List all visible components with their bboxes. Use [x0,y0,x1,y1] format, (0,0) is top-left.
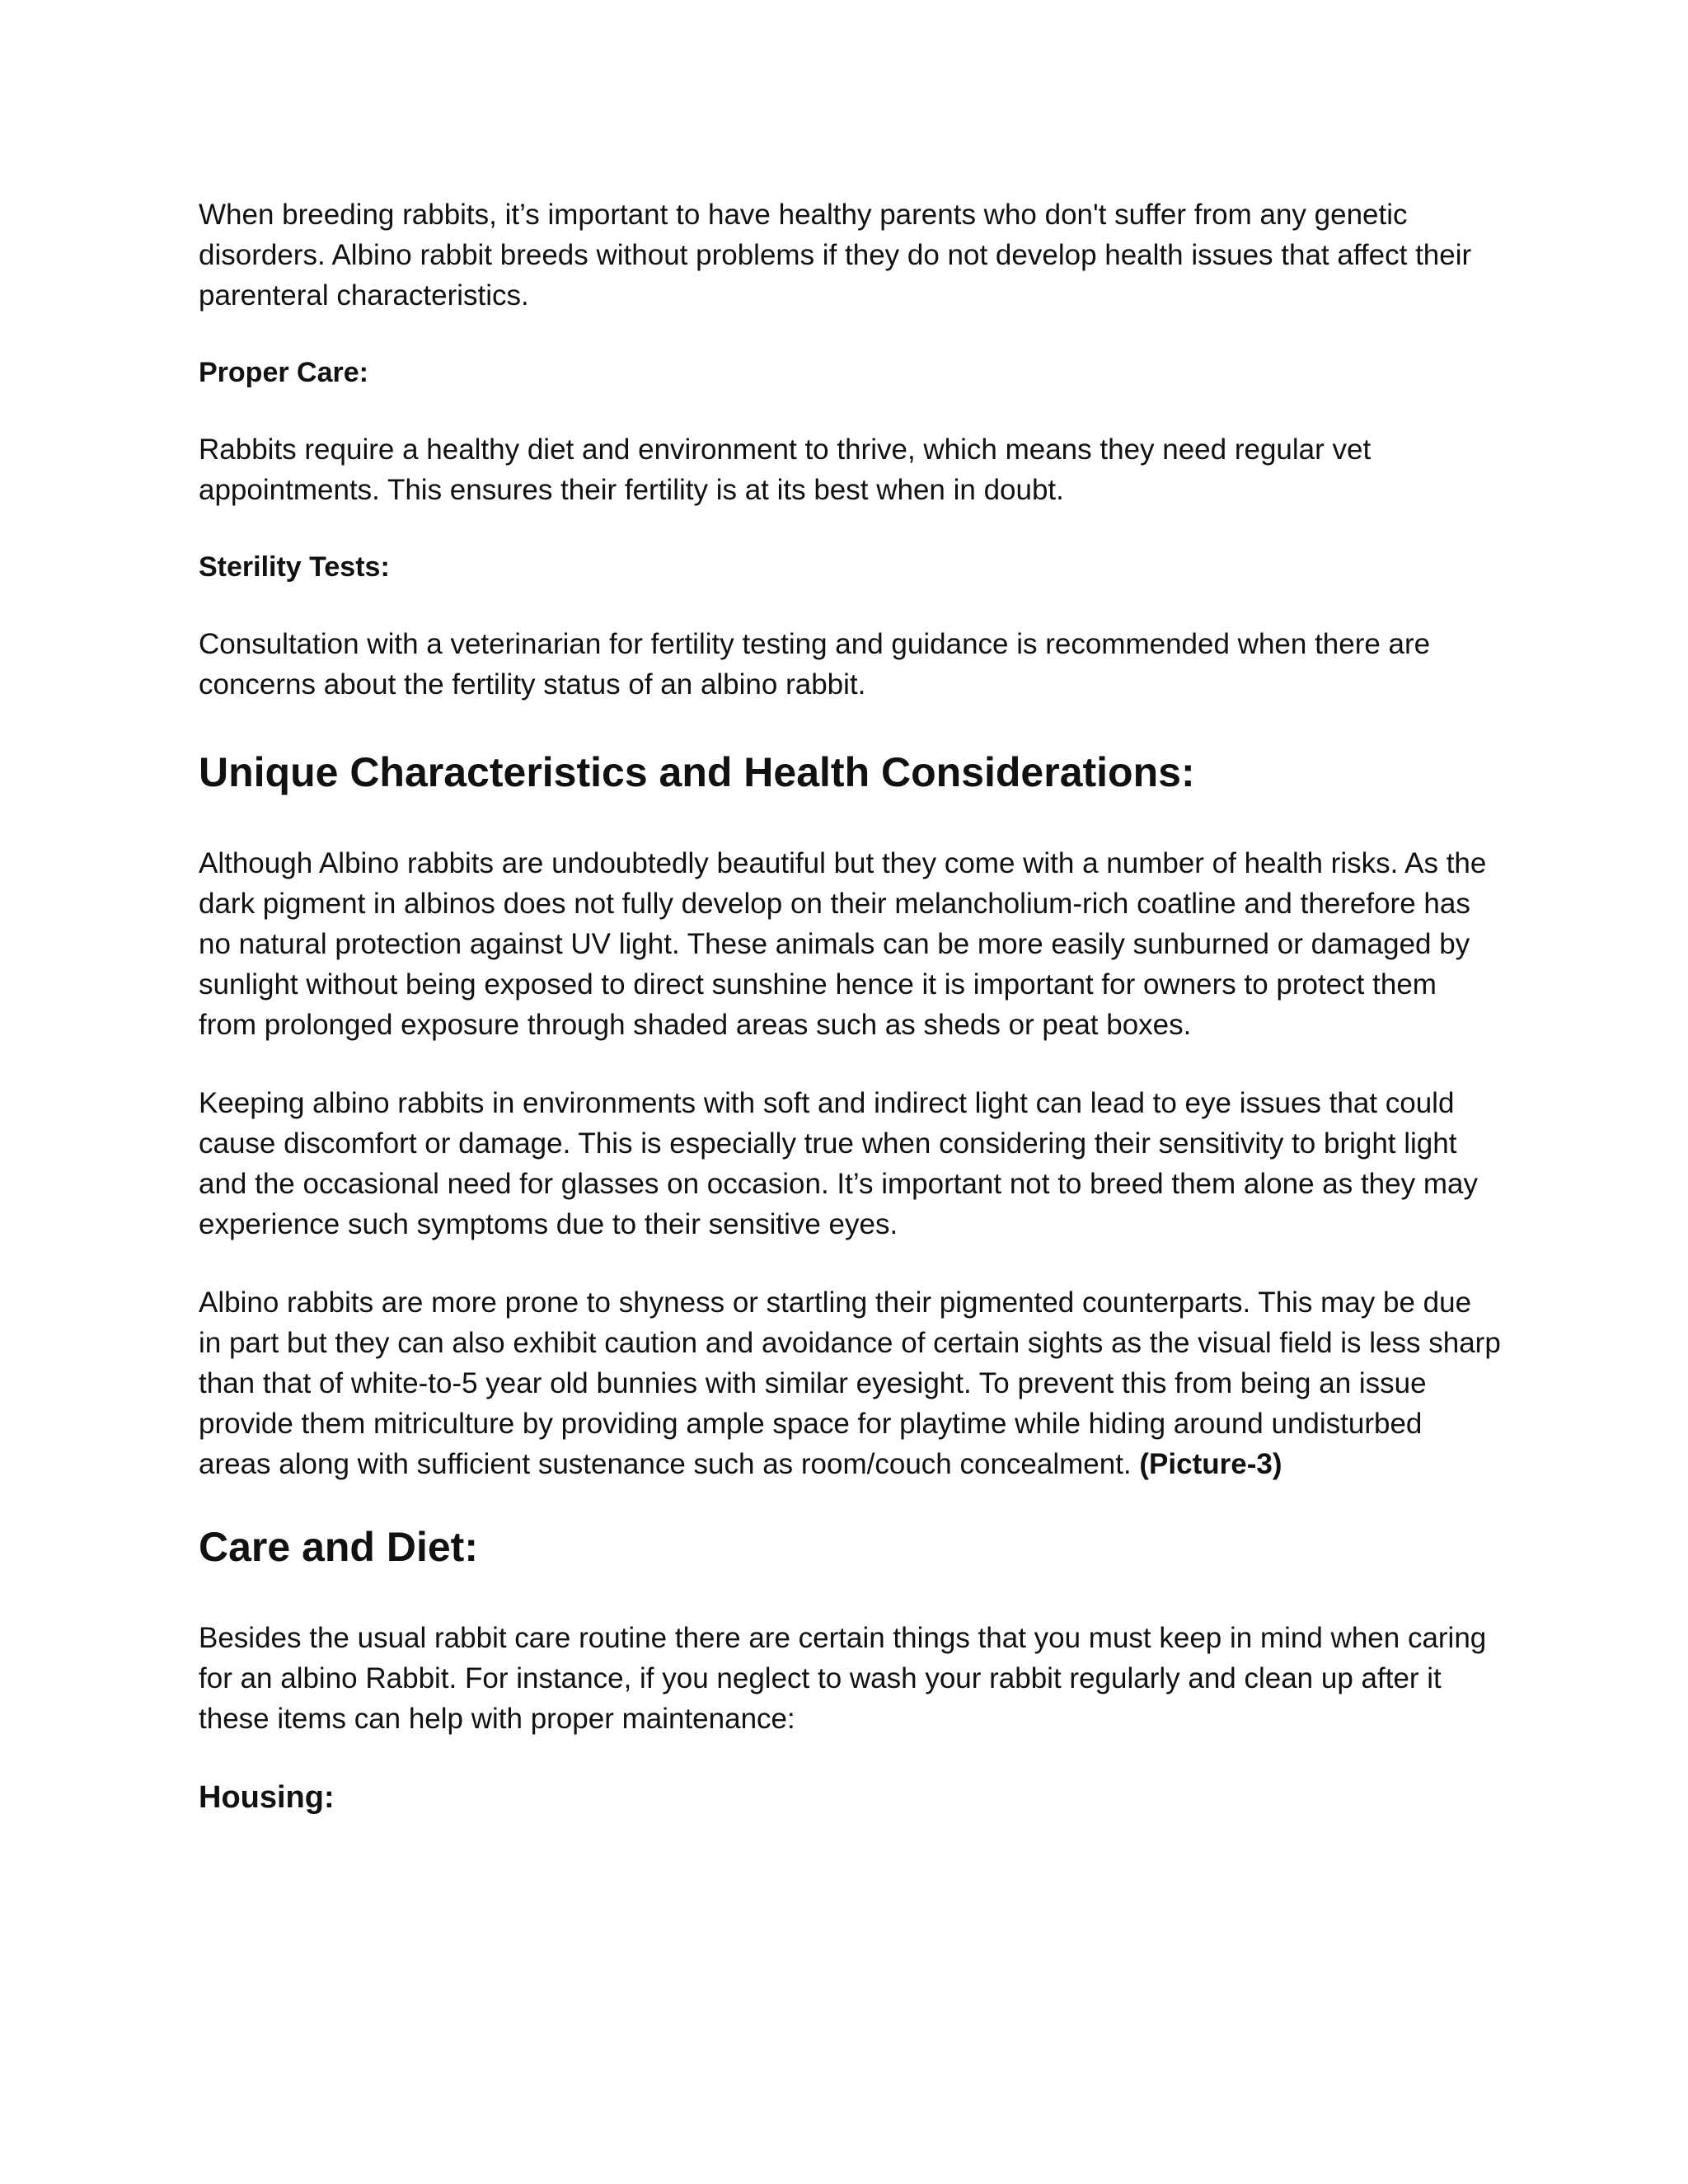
eye-issues-paragraph: Keeping albino rabbits in environments with soft and indirect light can lead to eye issues that could cause discomfort or damage. This is especially true when considering their sensitivity to bright light and the occasional need for glasses on occasion. It’s important not to breed them alone as they may experience such symptoms due to their sensitive eyes. [199,1087,1478,1240]
picture-reference: (Picture-3) [1139,1448,1282,1480]
intro-paragraph: When breeding rabbits, it’s important to have healthy parents who don't suffer from any genetic disorders. Albino rabbit breeds without problems if they do not develop health issues that affect their parenteral characteristics. [199,199,1472,312]
care-and-diet-heading: Care and Diet: [199,1524,478,1570]
sterility-tests-paragraph: Consultation with a veterinarian for fertility testing and guidance is recommended when there are concerns about the fertility status of an albino rabbit. [199,628,1431,701]
uv-sensitivity-paragraph: Although Albino rabbits are undoubtedly beautiful but they come with a number of health risks. As the dark pigment in albinos does not fully develop on their melancholium-rich coatline and therefore has no natural protection against UV light. These animals can be more easily sunburned or damaged by sunlight without being exposed to direct sunshine hence it is important for owners to protect them from prolonged exposure through shaded areas such as sheds or peat boxes. [199,847,1487,1041]
proper-care-paragraph: Rabbits require a healthy diet and environment to thrive, which means they need regular vet appointments. This ensures their fertility is at its best when in doubt. [199,434,1372,506]
shyness-paragraph [199,1282,1501,1484]
housing-heading: Housing: [199,1780,335,1815]
unique-characteristics-heading: Unique Characteristics and Health Considerations: [199,749,1195,795]
care-paragraph: Besides the usual rabbit care routine there are certain things that you must keep in mind when caring for an albino Rabbit. For instance, if you neglect to wash your rabbit regularly and clean up after it these items can help with proper maintenance: [199,1622,1487,1735]
document-page [199,194,1501,1818]
shyness-paragraph-text: Albino rabbits are more prone to shyness or startling their pigmented counterparts. This may be due in part but they can also exhibit caution and avoidance of certain sights as the visual field is less sharp than that of white-to-5 year old bunnies with similar eyesight. To prevent this from being an issue provide them mitriculture by providing ample space for playtime while hiding around undisturbed areas along with sufficient sustenance such as room/couch concealment. [199,1286,1501,1480]
proper-care-label: Proper Care: [199,357,368,388]
sterility-tests-label: Sterility Tests: [199,551,390,583]
